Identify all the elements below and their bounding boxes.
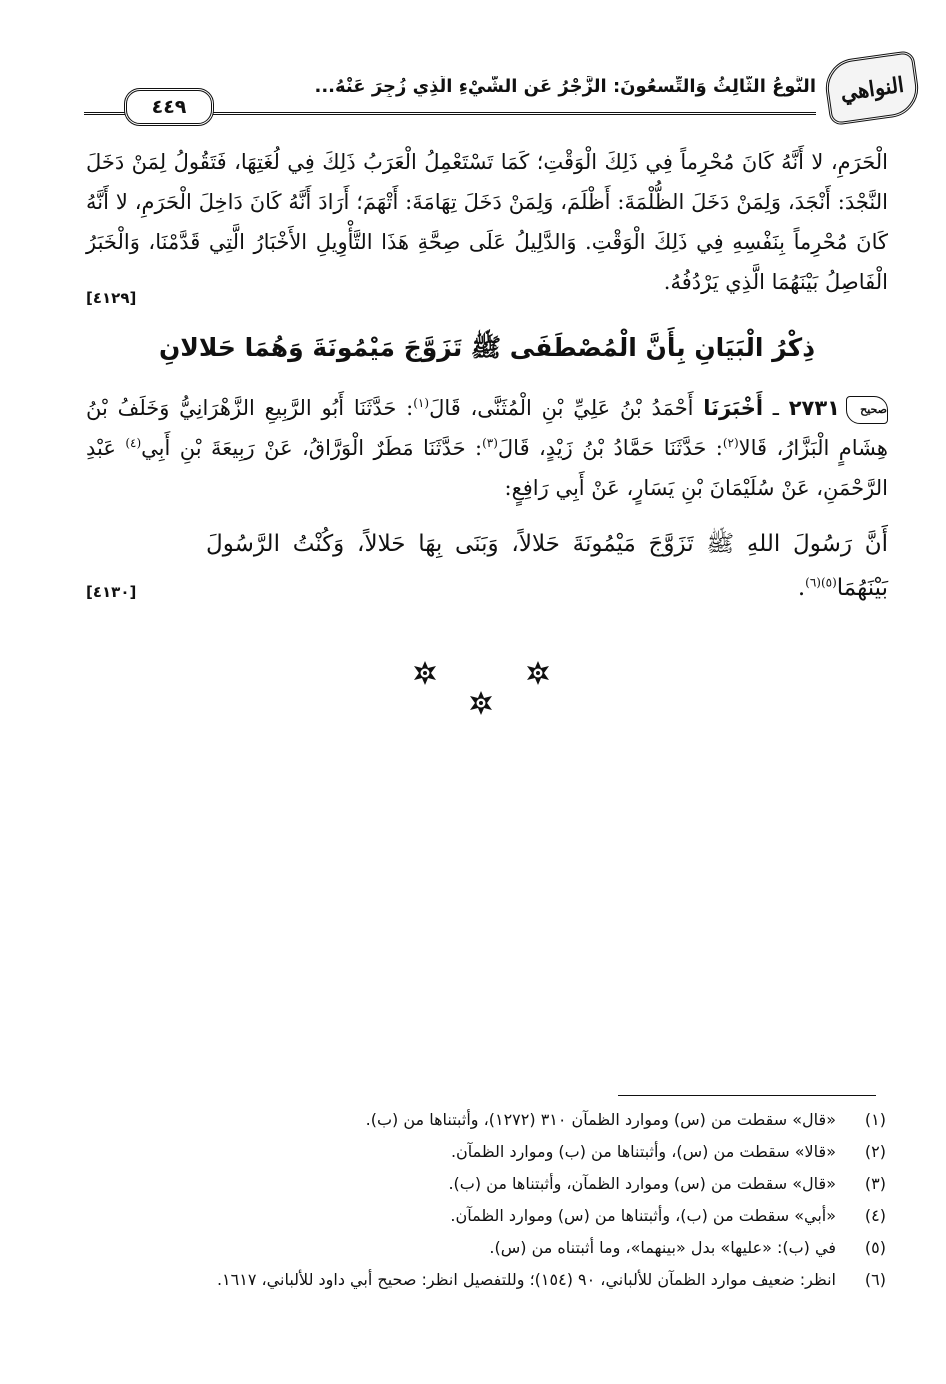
matn-end: . <box>797 575 806 601</box>
matn-text: أَنَّ رَسُولَ اللهِ ﷺ تَزَوَّجَ مَيْمُونَةَ حَلالاً، وَبَنَى بِهَا حَلالاً، وَكُنْتُ الرَّسُولَ بَيْنَهُمَا <box>206 531 888 601</box>
isnad-part: عَبْدِ الرَّحْمَنِ، عَنْ سُلَيْمَانَ بْنِ يَسَارٍ، عَنْ أَبِي رَافِعٍ: <box>86 436 888 500</box>
footnote-number: (١) <box>864 1110 886 1129</box>
section-title: ذِكْرُ الْبَيَانِ بِأَنَّ الْمُصْطَفَى ﷺ تَزَوَّجَ مَيْمُونَةَ وَهُمَا حَلالانِ <box>158 333 816 362</box>
footnote-marker: (٣) <box>482 436 498 450</box>
page-number: ٤٤٩ <box>124 88 214 126</box>
footnote <box>78 1104 886 1136</box>
footnote-text: «قال» سقطت من (س) وموارد الظمآن، وأثبتناها من (ب). <box>448 1174 836 1193</box>
ornament-icon <box>468 690 494 716</box>
footnote-marker: (٢) <box>722 436 739 450</box>
footnote-rule <box>618 1095 876 1096</box>
footnote <box>78 1136 886 1168</box>
cross-reference: [٤١٢٩] <box>86 289 137 307</box>
footnotes <box>78 1104 886 1296</box>
isnad-part: : حَدَّثَنَا مَطَرٌ الْوَرَّاقُ، عَنْ رَبِيعَةَ بْنِ أَبِي <box>141 436 483 460</box>
running-header <box>84 50 906 130</box>
footnote-text: «أبي» سقطت من (ب)، وأثبتناها من (س) وموارد الظمآن. <box>450 1206 836 1225</box>
footnote <box>78 1168 886 1200</box>
isnad-part: أَحْمَدُ بْنُ عَلِيِّ بْنِ الْمُثَنَّى، قَالَ <box>429 396 704 420</box>
footnote-text: انظر: ضعيف موارد الظمآن للألباني، ٩٠ (١٥٤)؛ وللتفصيل انظر: صحيح أبي داود للألباني، ١٦١٧. <box>216 1270 836 1289</box>
footnote-number: (٣) <box>864 1174 886 1193</box>
footnote-number: (٤) <box>864 1206 886 1225</box>
cross-reference: [٤١٣٠] <box>86 583 137 601</box>
isnad-part: : حَدَّثَنَا حَمَّادُ بْنُ زَيْدٍ، قَالَ <box>497 436 723 460</box>
footnote <box>78 1264 886 1296</box>
footnote-marker: (٤) <box>125 436 142 450</box>
footnote-number: (٢) <box>864 1142 886 1161</box>
footnote-number: (٥) <box>864 1238 886 1257</box>
dash: ـ <box>763 396 789 420</box>
footnote-marker: (١) <box>413 396 430 410</box>
footnote-marker: (٥) <box>820 575 837 590</box>
footnote-marker: (٦) <box>805 575 821 590</box>
ornament-icon <box>525 660 551 686</box>
header-title: النَّوعُ الثَّالِثُ وَالتِّسعُونَ: الزَّجْرُ عَنِ الشَّيْءِ الَّذِي زُجِرَ عَنْهُ... <box>314 76 816 97</box>
akhbarana: أَخْبَرَنَا <box>703 396 764 420</box>
footnote-text: في (ب): «عليها» بدل «بينهما»، وما أثبتناه من (س). <box>489 1238 836 1257</box>
grade-badge-icon: صحيح <box>846 396 888 424</box>
isnad-part: : حَدَّثَنَا أَبُو الرَّبِيعِ الزَّهْرَانِيُّ وَخَلَفُ بْنُ هِشَامٍ الْبَزَّارُ، قَالا <box>86 396 888 460</box>
footnote-text: «قالا» سقطت من (س)، وأثبتناها من (ب) وموارد الظمآن. <box>450 1142 836 1161</box>
footnote-number: (٦) <box>864 1270 886 1289</box>
hadith-isnad <box>86 388 888 508</box>
footnote <box>78 1232 886 1264</box>
chapter-badge: النواهي <box>822 50 922 126</box>
hadith-matn <box>86 522 888 610</box>
hadith-number: ٢٧٣١ <box>788 396 840 420</box>
footnote <box>78 1200 886 1232</box>
footnote-text: «قال» سقطت من (س) وموارد الظمآن ٣١٠ (١٢٧٢)، وأثبتناها من (ب). <box>365 1110 836 1129</box>
ornament-icon <box>412 660 438 686</box>
paragraph-commentary: الْحَرَمِ، لا أَنَّهُ كَانَ مُحْرِماً فِي ذَلِكَ الْوَقْتِ؛ كَمَا تَسْتَعْمِلُ الْعَرَبُ ذَلِكَ فِي لُغَتِهَا، فَتَقُولُ لِمَنْ دَخَلَ النَّجْدَ: أَنْجَدَ، وَلِمَنْ دَخَلَ الظُّلْمَةَ: أَظْلَمَ، وَلِمَنْ دَخَلَ تِهَامَةَ: أَتْهَمَ؛ أَرَادَ أَنَّهُ كَانَ دَاخِلَ الْحَرَمِ، لا أَنَّهُ كَانَ مُحْرِماً بِنَفْسِهِ فِي ذَلِكَ الْوَقْتِ. وَالدَّلِيلُ عَلَى صِحَّةِ هَذَا التَّأْوِيلِ الأَخْبَارُ الَّتِي قَدَّمْنَا، وَالْخَبَرُ الْفَاصِلُ بَيْنَهُمَا الَّذِي يَرْدُفُهُ. <box>86 150 888 294</box>
